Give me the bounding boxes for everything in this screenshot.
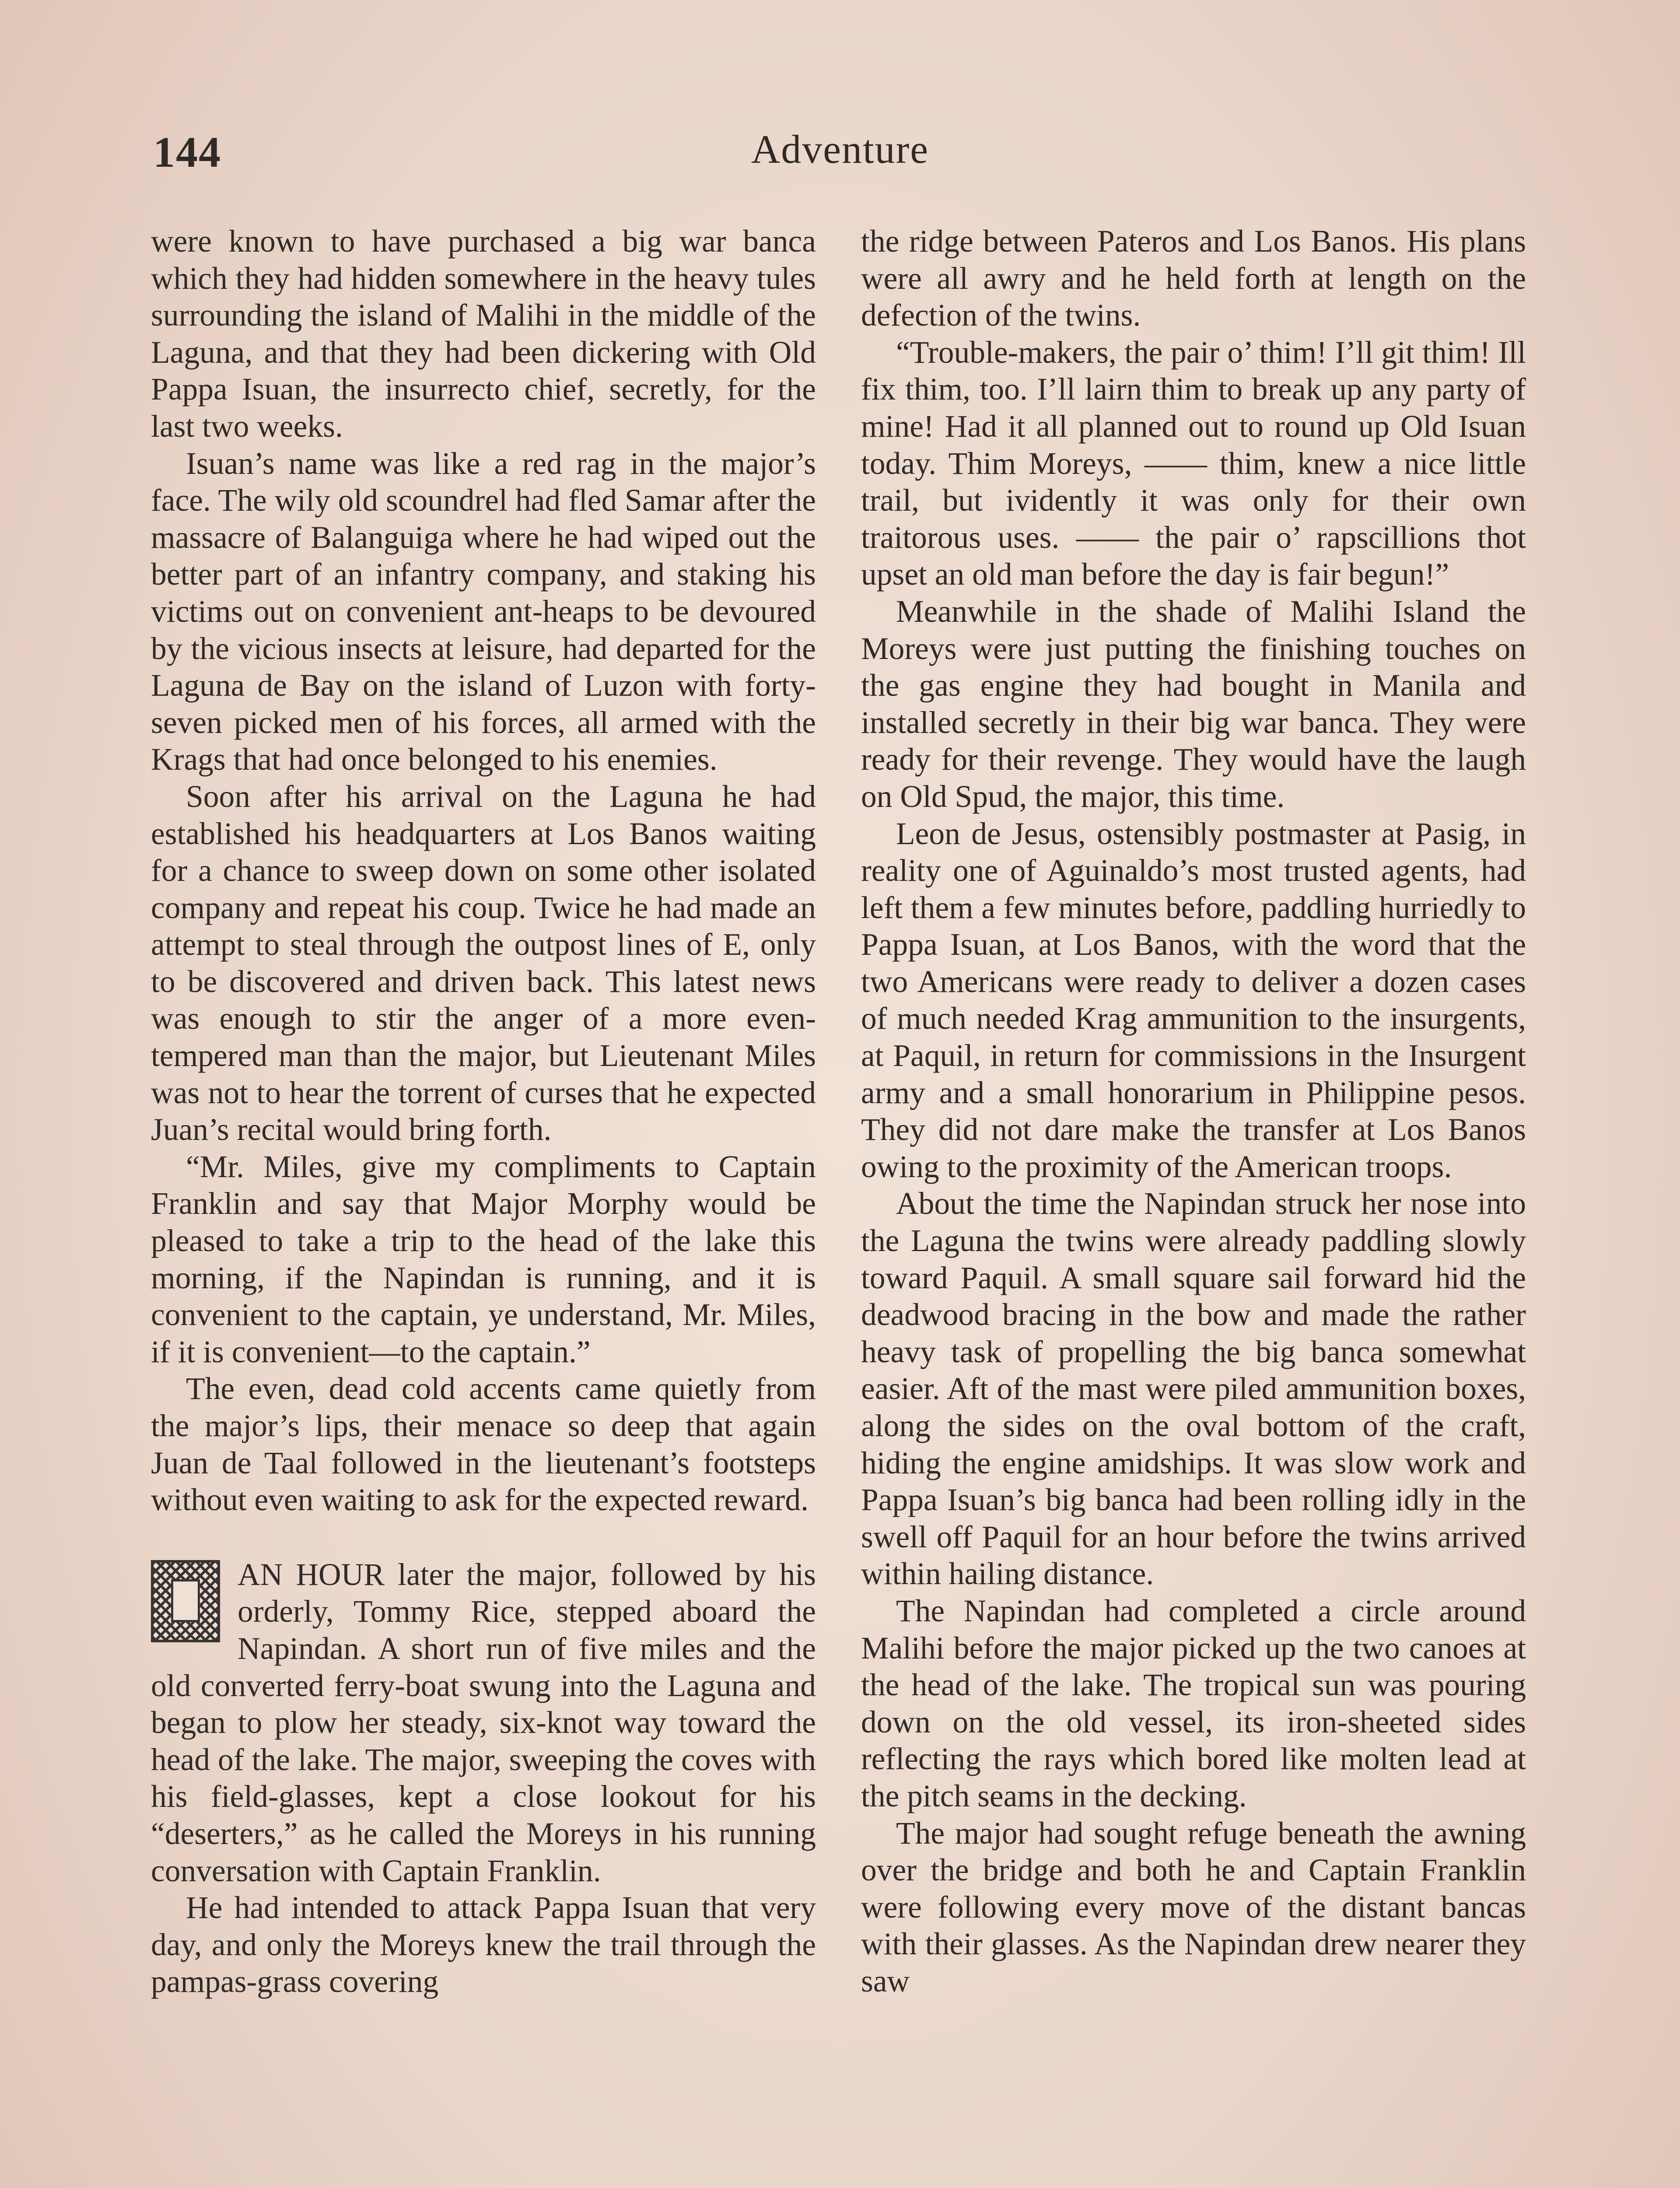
ornamental-dropcap-icon — [151, 1560, 220, 1642]
paragraph: He had intended to attack Pappa Isuan that very day, and only the Moreys knew the trail through the pampas-grass covering — [151, 1890, 816, 1999]
paragraph: Isuan’s name was like a red rag in the major’s face. The wily old scoundrel had fled Samar after the massacre of Balanguiga where he had wiped out the better part of an infantry company, and staking his victims out on convenient ant-heaps to be devoured by the vicious insects at leisure, had departed for the Laguna de Bay on the island of Luzon with forty-seven picked men of his forces, all armed with the Krags that had once belonged to his enemies. — [151, 446, 816, 777]
page-number: 144 — [153, 128, 221, 176]
running-head: Adventure — [751, 127, 929, 172]
paragraph: About the time the Napindan struck her nose into the Laguna the twins were already paddling slowly toward Paquil. A small square sail forward hid the deadwood bracing in the bow and made the rather heavy task of propelling the big banca somewhat easier. Aft of the mast were piled ammunition boxes, along the sides on the oval bottom of the craft, hiding the engine amidships. It was slow work and Pappa Isuan’s big banca had been rolling idly in the swell off Paquil for an hour before the twins arrived within hailing distance. — [861, 1186, 1526, 1592]
paragraph: AN HOUR later the major, followed by his orderly, Tommy Rice, stepped aboard the Napindan. A short run of five miles and the old converted ferry-boat swung into the Laguna and began to plow her steady, six-knot way toward the head of the lake. The major, sweeping the coves with his field-glasses, kept a close lookout for his “deserters,” as he called the Moreys in his running conversation with Captain Franklin. — [151, 1557, 816, 1888]
paragraph: were known to have purchased a big war banca which they had hidden somewhere in the heavy tules surrounding the island of Malihi in the middle of the Laguna, and that they had been dickering with Old Pappa Isuan, the insurrecto chief, secretly, for the last two weeks. — [151, 224, 816, 444]
paragraph: Leon de Jesus, ostensibly postmaster at Pasig, in reality one of Aguinaldo’s most trusted agents, had left them a few minutes before, paddling hurriedly to Pappa Isuan, at Los Banos, with the word that the two Americans were ready to deliver a dozen cases of much needed Krag ammunition to the insurgents, at Paquil, in return for commissions in the Insurgent army and a small honorarium in Philippine pesos. They did not dare make the transfer at Los Banos owing to the proximity of the American troops. — [861, 816, 1526, 1184]
paragraph: The Napindan had completed a circle around Malihi before the major picked up the two canoes at the head of the lake. The tropical sun was pouring down on the old vessel, its iron-sheeted sides reflecting the rays which bored like molten lead at the pitch seams in the decking. — [861, 1593, 1526, 1813]
paragraph: Soon after his arrival on the Laguna he had established his headquarters at Los Banos waiting for a chance to sweep down on some other isolated company and repeat his coup. Twice he had made an attempt to steal through the outpost lines of E, only to be discovered and driven back. This latest news was enough to stir the anger of a more even-tempered man than the major, but Lieutenant Miles was not to hear the torrent of curses that he expected Juan’s recital would bring forth. — [151, 779, 816, 1147]
right-column — [861, 223, 1526, 2000]
paragraph: The major had sought refuge beneath the awning over the bridge and both he and Captain Franklin were following every move of the distant bancas with their glasses. As the Napindan drew nearer they saw — [861, 1816, 1526, 1999]
left-column — [151, 223, 816, 2001]
section-break — [151, 1557, 816, 1890]
paragraph: Meanwhile in the shade of Malihi Island the Moreys were just putting the finishing touches on the gas engine they had bought in Manila and installed secretly in their big war banca. They were ready for their revenge. They would have the laugh on Old Spud, the major, this time. — [861, 594, 1526, 814]
paragraph: the ridge between Pateros and Los Banos. His plans were all awry and he held forth at length on the defection of the twins. — [861, 224, 1526, 333]
paragraph: The even, dead cold accents came quietly from the major’s lips, their menace so deep that again Juan de Taal followed in the lieutenant’s footsteps without even waiting to ask for the expected reward. — [151, 1371, 816, 1518]
paragraph: “Mr. Miles, give my compliments to Captain Franklin and say that Major Morphy would be pleased to take a trip to the head of the lake this morning, if the Napindan is running, and it is convenient to the captain, ye understand, Mr. Miles, if it is convenient—to the captain.” — [151, 1149, 816, 1369]
paragraph: “Trouble-makers, the pair o’ thim! I’ll git thim! Ill fix thim, too. I’ll lairn thim to break up any party of mine! Had it all planned out to round up Old Isuan today. Thim Moreys, —— thim, knew a nice little trail, but ividently it was only for their own traitorous uses. —— the pair o’ rapscillions thot upset an old man before the day is fair begun!” — [861, 335, 1526, 592]
